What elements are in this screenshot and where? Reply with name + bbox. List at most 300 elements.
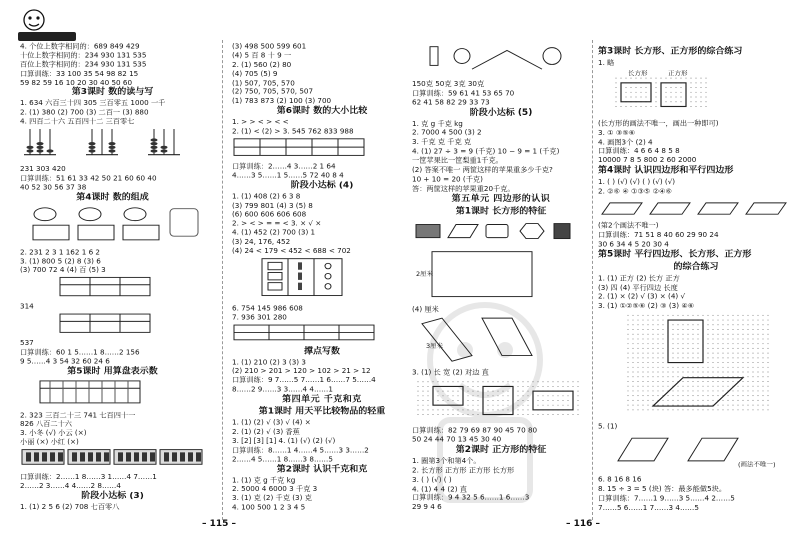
grid-dot <box>738 395 739 396</box>
grid-dot <box>643 381 644 382</box>
grid-dot <box>748 343 749 344</box>
grid-dot <box>626 78 627 79</box>
grid-dot <box>696 82 697 83</box>
grid-dot <box>693 391 694 392</box>
grid-dot <box>718 348 719 349</box>
grid-dot <box>698 372 699 373</box>
grid-dot <box>758 334 759 335</box>
grid-dot <box>753 358 754 359</box>
grid-dot <box>718 320 719 321</box>
rounded-rect-shape <box>486 224 508 237</box>
grid-dot <box>758 353 759 354</box>
parallelogram-row <box>598 197 794 216</box>
grid-dot <box>663 362 664 363</box>
unit-heading: 第四单元 千克和克 <box>282 395 362 405</box>
grid-dot <box>738 324 739 325</box>
figure-grid2 <box>598 312 794 421</box>
grid-dot <box>688 410 689 411</box>
grid-dot <box>693 348 694 349</box>
grid-dot <box>616 87 617 88</box>
answer-line: 3. (1) 长 宽 (2) 对边 直 <box>412 368 489 377</box>
grid-dot <box>698 400 699 401</box>
grid-dot <box>703 391 704 392</box>
figure-par2 <box>598 197 794 219</box>
grid-dot <box>666 92 667 93</box>
grid-dot <box>636 87 637 88</box>
answer-line: 口算训练：9 4 32 5 6……1 6……3 <box>412 493 530 503</box>
grid-dot <box>628 400 629 401</box>
grid-dot <box>648 329 649 330</box>
grid-dot <box>663 410 664 411</box>
grid-dot <box>633 395 634 396</box>
grid-dot <box>718 329 719 330</box>
answer-line: 3. 小冬 (√) 小云 (×) <box>20 428 87 438</box>
grid-dot <box>768 405 769 406</box>
grid-dot <box>701 101 702 102</box>
grid-dot <box>718 334 719 335</box>
grid-dot <box>648 381 649 382</box>
grid-dot <box>693 386 694 387</box>
grid-dot <box>628 386 629 387</box>
grid-dot <box>698 353 699 354</box>
answer-line: 4……3 5……1 5……5 72 40 8 4 <box>232 170 344 180</box>
grid-dot <box>633 339 634 340</box>
grid-dot <box>763 353 764 354</box>
answer-line: 2. 7000 4 500 (3) 2 <box>412 128 482 137</box>
grid-dot <box>706 87 707 88</box>
grid-dot <box>693 324 694 325</box>
grid-dot <box>728 410 729 411</box>
grid-dot <box>638 320 639 321</box>
grid-dot <box>663 348 664 349</box>
grid-dot <box>638 386 639 387</box>
grid-dot <box>658 329 659 330</box>
grid-dot <box>748 320 749 321</box>
grid-dot <box>678 329 679 330</box>
grid-dot <box>688 334 689 335</box>
grid-dot <box>758 391 759 392</box>
column-4 <box>598 46 794 512</box>
answer-line: 2. (1) × (2) √ (3) × (4) √ <box>598 292 686 301</box>
grid-dot <box>718 405 719 406</box>
grid-dot <box>633 372 634 373</box>
grid-dot <box>708 329 709 330</box>
grid-dot <box>663 376 664 377</box>
grid-dot <box>616 96 617 97</box>
grid-dot <box>681 87 682 88</box>
grid-dot <box>693 329 694 330</box>
grid-dot <box>663 343 664 344</box>
grid-dot <box>641 78 642 79</box>
grid-dot <box>678 334 679 335</box>
grid-dot <box>693 353 694 354</box>
grid-dot <box>698 386 699 387</box>
figure-rects2 <box>598 69 794 117</box>
answer-line: 小丽 (×) 小红 (×) <box>20 437 79 447</box>
grid-dot <box>653 334 654 335</box>
grid-dot <box>738 376 739 377</box>
grid-dot <box>628 367 629 368</box>
grid-dot <box>723 315 724 316</box>
grid-dot <box>718 358 719 359</box>
grid-dot <box>723 405 724 406</box>
grid-dot <box>656 82 657 83</box>
grid-dot <box>688 391 689 392</box>
grid-dot <box>663 339 664 340</box>
answer-line: 537 <box>20 338 34 348</box>
answer-line: 9 5……4 3 54 32 60 24 6 <box>20 356 110 366</box>
grid-dot <box>763 376 764 377</box>
grid-dot <box>653 348 654 349</box>
grid-dot <box>643 324 644 325</box>
answer-line: (3) 498 500 599 601 <box>232 42 307 51</box>
grid-dot <box>703 395 704 396</box>
answer-line: 29 9 4 6 <box>412 502 442 512</box>
answer-line: 4. (1) 452 (2) 700 (3) 1 <box>232 228 316 237</box>
grid-dot <box>723 329 724 330</box>
grid-dot <box>638 348 639 349</box>
grid-dot <box>768 400 769 401</box>
grid-dot <box>718 381 719 382</box>
grid-dot <box>713 400 714 401</box>
answer-line: 1. (1) 克 g 千克 kg <box>232 475 296 485</box>
grid-dot <box>676 87 677 88</box>
grid-dot <box>758 400 759 401</box>
answer-line: 10000 7 8 5 800 2 60 2000 <box>598 155 697 165</box>
grid-dot <box>668 395 669 396</box>
grid-dot <box>693 376 694 377</box>
grid-dot <box>641 87 642 88</box>
answer-line: 4. 画图3个 (2) 4 <box>598 137 653 146</box>
grid-dot <box>763 343 764 344</box>
grid-dot <box>643 367 644 368</box>
grid-dot <box>621 78 622 79</box>
grid-dot <box>663 391 664 392</box>
grid-dot <box>728 376 729 377</box>
grid-dot <box>678 358 679 359</box>
grid-dot <box>753 410 754 411</box>
grid-dot <box>668 315 669 316</box>
grid-dot <box>753 381 754 382</box>
grid-dot <box>653 324 654 325</box>
grid-dot <box>673 405 674 406</box>
grid-dot <box>713 372 714 373</box>
grid-dot <box>708 391 709 392</box>
lesson-heading: 第3课时 数的读与写 <box>71 88 154 98</box>
grid-dot <box>733 339 734 340</box>
grid-dot <box>743 362 744 363</box>
grid-dot <box>683 329 684 330</box>
grid-dot <box>668 410 669 411</box>
grid-dot <box>653 372 654 373</box>
grid-dot <box>748 334 749 335</box>
grid-dot <box>626 96 627 97</box>
grid-dot <box>693 400 694 401</box>
answer-line: 口算训练：8……1 4……4 5……3 3……2 <box>232 445 369 454</box>
answer-line: (3) 700 72 4 (4) 百 (5) 3 <box>20 265 106 275</box>
apple-icon <box>454 49 470 64</box>
grid-dot <box>633 334 634 335</box>
grid-dot <box>658 395 659 396</box>
grid-dot <box>768 320 769 321</box>
grid-dot <box>768 324 769 325</box>
grid-dot <box>678 410 679 411</box>
answer-line: 1. (1) 408 (2) 6 3 8 <box>232 192 301 201</box>
grid-dot <box>683 395 684 396</box>
grid-dot <box>713 320 714 321</box>
grid-dot <box>708 367 709 368</box>
answer-line: 百位上数字相同的：234 930 131 535 <box>20 60 147 69</box>
grid-dot <box>758 395 759 396</box>
grid-dot <box>673 339 674 340</box>
grid-dot <box>681 78 682 79</box>
grid-dot <box>728 381 729 382</box>
grid-dot <box>748 358 749 359</box>
answer-line: 4. 100 500 1 2 3 4 5 <box>232 503 306 512</box>
grid-dot <box>643 315 644 316</box>
grid-dot <box>688 353 689 354</box>
grid-dot <box>698 315 699 316</box>
grid-dot <box>616 78 617 79</box>
answer-line: 7. 936 301 280 <box>232 312 287 322</box>
grid-dot <box>718 353 719 354</box>
grid-dot <box>668 372 669 373</box>
grid-dot <box>753 324 754 325</box>
grid-dot <box>693 334 694 335</box>
grid-dot <box>738 372 739 373</box>
grid-dot <box>673 376 674 377</box>
grid-dot <box>768 315 769 316</box>
grid-dot <box>743 329 744 330</box>
grid-dot <box>718 367 719 368</box>
grid-dot <box>708 358 709 359</box>
grid-dot <box>646 96 647 97</box>
answer-line: 口算训练：60 1 5……1 8……2 156 <box>20 347 140 357</box>
grid-dot <box>693 315 694 316</box>
answer-line: 2……4 5……1 8……3 8……5 <box>232 454 333 464</box>
grid-dot <box>706 82 707 83</box>
grid-dot <box>693 372 694 373</box>
answer-line: 50 24 44 70 13 45 30 40 <box>412 435 502 444</box>
square-shape <box>554 223 570 238</box>
grid-dot <box>758 339 759 340</box>
grid-dot <box>763 410 764 411</box>
watermark-mascot <box>390 290 580 520</box>
answer-line: 3. (1) 800 5 (2) 8 (3) 6 <box>20 256 101 266</box>
grid-dot <box>743 386 744 387</box>
page-number-right: – 116 – <box>566 519 601 529</box>
grid-dot <box>643 395 644 396</box>
answer-line: 59 82 59 16 10 20 30 40 50 60 <box>20 78 133 87</box>
grid-dot <box>763 334 764 335</box>
lesson-heading: 第1课时 用天平比较物品的轻重 <box>258 407 386 417</box>
parallelogram-shape <box>746 203 786 214</box>
grid-dot <box>693 339 694 340</box>
hexagon-shape <box>520 223 544 238</box>
grid-dot <box>738 358 739 359</box>
figure-par3 <box>598 432 794 473</box>
grid-dot <box>636 78 637 79</box>
grid-dot <box>673 348 674 349</box>
grid-dot <box>638 376 639 377</box>
answer-line: 口算训练：33 100 35 54 98 82 15 <box>20 69 139 78</box>
grid-dot <box>738 400 739 401</box>
grid-dot <box>753 320 754 321</box>
grid-dot <box>658 334 659 335</box>
grid-dot <box>718 391 719 392</box>
grid-dot <box>693 367 694 368</box>
grid-dot <box>648 348 649 349</box>
drawn-rectangle <box>668 320 703 363</box>
lesson-heading: 阶段小达标 (5) <box>469 108 533 118</box>
grid-dot <box>763 320 764 321</box>
grid-dot <box>706 96 707 97</box>
grid-dot <box>733 410 734 411</box>
grid-dot <box>698 348 699 349</box>
unit-heading: 第五单元 四边形的认识 <box>451 194 551 204</box>
grid-dot <box>643 362 644 363</box>
grid-dot <box>633 343 634 344</box>
grid-dot <box>743 334 744 335</box>
grid-dot <box>698 324 699 325</box>
grid-dot <box>723 353 724 354</box>
scale-beam <box>472 50 542 69</box>
grid-dot <box>701 87 702 88</box>
grid-dot <box>733 334 734 335</box>
answer-line: 62 41 58 82 29 33 73 <box>412 97 490 107</box>
grid-dot <box>653 395 654 396</box>
grid-dot <box>743 348 744 349</box>
grid-dot <box>723 386 724 387</box>
grid-dot <box>648 372 649 373</box>
grid-dot <box>616 101 617 102</box>
grid-dot <box>713 395 714 396</box>
tilted-rect-label: 3厘米 <box>426 343 444 351</box>
grid-dot <box>666 101 667 102</box>
grid-dot <box>676 92 677 93</box>
answer-line: (4) 705 (5) 9 <box>232 69 278 78</box>
grid-dot <box>643 339 644 340</box>
grid-dot <box>768 334 769 335</box>
grid-dot <box>673 400 674 401</box>
grid-dot <box>683 381 684 382</box>
grid-dot <box>738 405 739 406</box>
grid-dot <box>763 381 764 382</box>
grid-dot <box>638 381 639 382</box>
grid-dot <box>738 410 739 411</box>
grid-dot <box>753 400 754 401</box>
grid-dot <box>666 87 667 88</box>
grid-dot <box>758 367 759 368</box>
grid-dot <box>656 96 657 97</box>
grid-dot <box>688 329 689 330</box>
answer-line: 1. > > < > < < <box>232 117 289 127</box>
answer-line: 1. (1) 正方 (2) 长方 正方 <box>598 273 680 282</box>
grid-dot <box>648 353 649 354</box>
grid-dot <box>768 329 769 330</box>
grid-dot <box>663 315 664 316</box>
grid-dot <box>631 96 632 97</box>
grid-dot <box>638 372 639 373</box>
grid-dot <box>713 348 714 349</box>
grid-dot <box>768 410 769 411</box>
grid-dot <box>748 372 749 373</box>
grid-dot <box>656 87 657 88</box>
grid-dot <box>698 410 699 411</box>
grid-dot <box>658 339 659 340</box>
grid-dot <box>698 376 699 377</box>
grid-dot <box>763 367 764 368</box>
grid-dot <box>678 400 679 401</box>
answer-line: 40 52 30 56 37 38 <box>20 182 87 192</box>
grid-dot <box>646 92 647 93</box>
grid-dot <box>728 324 729 325</box>
grid-dot <box>648 391 649 392</box>
grid-dot <box>713 391 714 392</box>
answer-line: (6) 600 606 606 608 <box>232 210 307 219</box>
grid-dot <box>661 78 662 79</box>
grid-dot <box>641 96 642 97</box>
grid-dot <box>638 334 639 335</box>
grid-dot <box>708 362 709 363</box>
answer-line: (4) 厘米 <box>412 304 439 313</box>
grid-dot <box>743 320 744 321</box>
grid-dot <box>691 87 692 88</box>
grid-dot <box>738 367 739 368</box>
answer-line: 4. (1) 4 4 (2) 直 <box>412 484 467 493</box>
answer-line: 口算训练：9 7……5 7……1 6……7 5……4 <box>232 376 376 385</box>
grid-dot <box>768 358 769 359</box>
grid-dot <box>673 391 674 392</box>
grid-dot <box>763 372 764 373</box>
grid-dot <box>626 106 627 107</box>
grid-dot <box>763 362 764 363</box>
grid-dot <box>723 348 724 349</box>
grid-dot <box>681 92 682 93</box>
grid-dot <box>728 405 729 406</box>
grid-dot <box>768 348 769 349</box>
grid-dot <box>658 386 659 387</box>
grid-dot <box>691 82 692 83</box>
grid-dot <box>653 386 654 387</box>
grid-dot <box>631 106 632 107</box>
grid-dot <box>648 358 649 359</box>
grid-dot <box>713 343 714 344</box>
grid-dot <box>628 348 629 349</box>
grid-dot <box>768 367 769 368</box>
grid-dot <box>703 386 704 387</box>
grid-dot <box>633 353 634 354</box>
long-rect-shape <box>416 224 440 237</box>
grid-dot <box>763 391 764 392</box>
grid-dot <box>658 372 659 373</box>
grid-dot <box>763 348 764 349</box>
grid-dot <box>673 381 674 382</box>
grid-dot <box>668 367 669 368</box>
grid-dot <box>653 315 654 316</box>
grid-dot <box>688 324 689 325</box>
grid-dot <box>698 367 699 368</box>
grid-dot <box>743 358 744 359</box>
parallelogram-shape <box>618 438 668 461</box>
answer-line: 6. 754 145 986 608 <box>232 303 303 313</box>
grid-dot <box>643 334 644 335</box>
answer-line: 826 八百二十六 <box>20 419 72 429</box>
grid-dot <box>653 367 654 368</box>
grid-dot <box>718 410 719 411</box>
grid-dot <box>671 96 672 97</box>
grid-dot <box>678 386 679 387</box>
